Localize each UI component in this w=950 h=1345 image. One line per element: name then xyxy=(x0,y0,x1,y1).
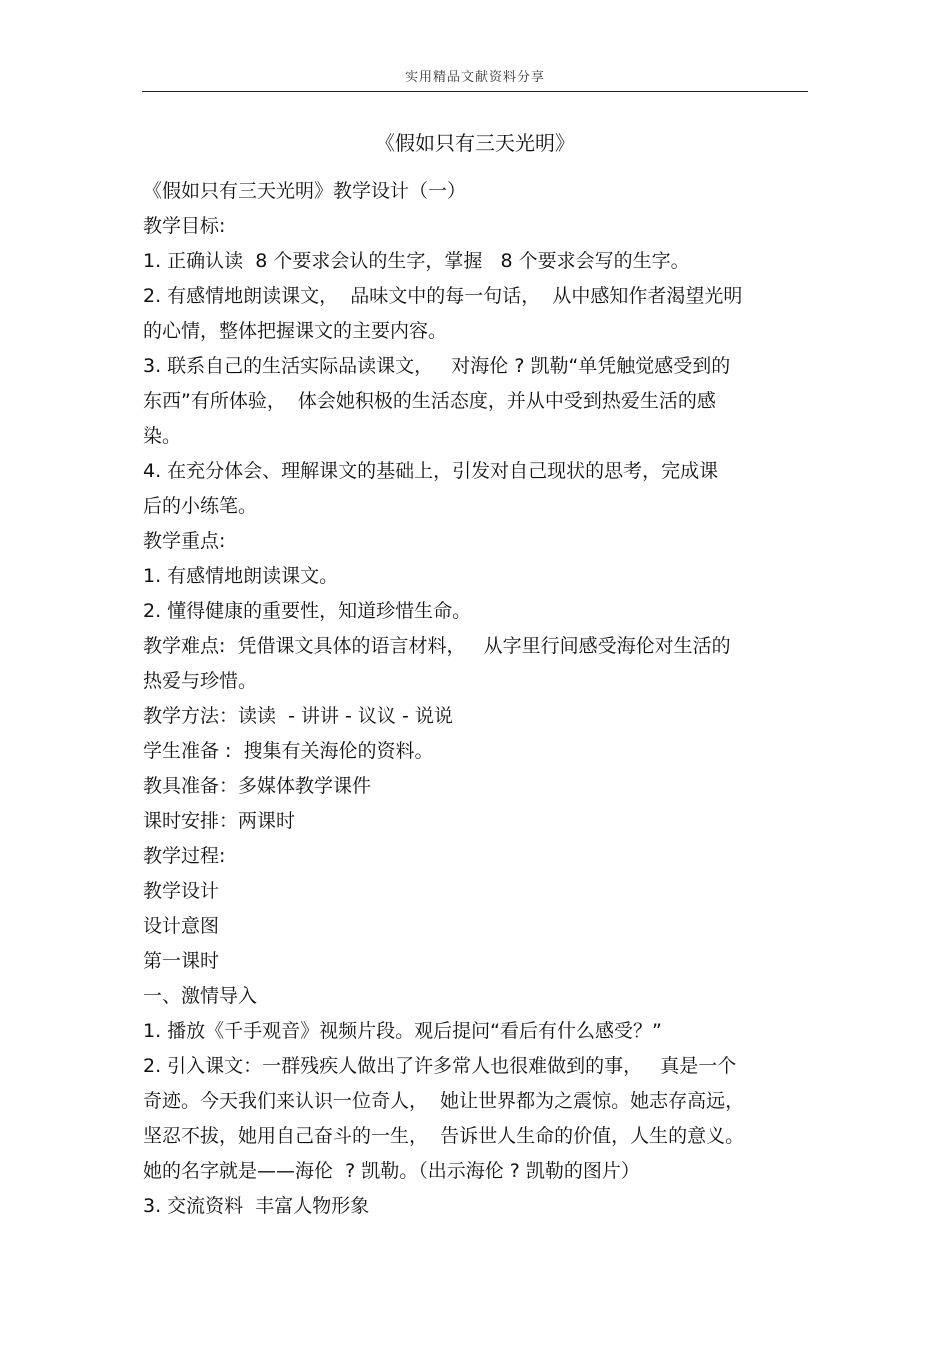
body-line: 东西”有所体验， 体会她积极的生活态度，并从中受到热爱生活的感 xyxy=(143,390,716,412)
body-line: 教学设计 xyxy=(143,880,220,902)
body-line: 一、激情导入 xyxy=(143,985,258,1007)
body-line: 教具准备：多媒体教学课件 xyxy=(143,775,372,797)
body-line: 2. 有感情地朗读课文， 品味文中的每一句话， 从中感知作者渴望光明 xyxy=(143,285,743,307)
page-header: 实用精品文献资料分享 xyxy=(404,70,545,85)
body-line: 1. 播放《千手观音》视频片段。观后提问“看后有什么感受？” xyxy=(143,1020,662,1042)
body-line: 2. 引入课文：一群残疾人做出了许多常人也很难做到的事， 真是一个 xyxy=(143,1055,737,1077)
body-line: 染。 xyxy=(143,425,182,447)
body-line: 热爱与珍惜。 xyxy=(143,670,258,692)
body-line: 3. 联系自己的生活实际品读课文， 对海伦 ? 凯勒“单凭触觉感受到的 xyxy=(143,355,731,377)
body-line: 的心情，整体把握课文的主要内容。 xyxy=(143,320,448,342)
body-line: 设计意图 xyxy=(143,915,220,937)
body-line: 教学重点: xyxy=(143,530,226,552)
body-line: 2. 懂得健康的重要性，知道珍惜生命。 xyxy=(143,600,472,622)
body-line: 学生准备 : 搜集有关海伦的资料。 xyxy=(143,740,434,762)
body-line: 3. 交流资料 丰富人物形象 xyxy=(143,1195,370,1217)
body-line: 奇迹。今天我们来认识一位奇人， 她让世界都为之震惊。她志存高远， xyxy=(143,1090,745,1112)
body-line: 教学过程: xyxy=(143,845,226,867)
body-line: 4. 在充分体会、理解课文的基础上，引发对自己现状的思考，完成课 xyxy=(143,460,719,482)
body-line: 教学方法：读读 - 讲讲 - 议议 - 说说 xyxy=(143,705,453,727)
body-line: 后的小练笔。 xyxy=(143,495,258,517)
body-line: 1. 正确认读 8 个要求会认的生字，掌握 8 个要求会写的生字。 xyxy=(143,250,690,272)
body-line: 她的名字就是——海伦 ? 凯勒。（出示海伦 ? 凯勒的图片） xyxy=(143,1160,640,1182)
document-body xyxy=(143,174,813,1224)
body-line: 课时安排：两课时 xyxy=(143,810,296,832)
body-line: 坚忍不拔，她用自己奋斗的一生， 告诉世人生命的价值，人生的意义。 xyxy=(143,1125,745,1147)
header-divider xyxy=(142,91,808,92)
body-line: 第一课时 xyxy=(143,950,220,972)
body-line: 1. 有感情地朗读课文。 xyxy=(143,565,339,587)
document-title: 《假如只有三天光明》 xyxy=(375,131,575,155)
body-line: 《假如只有三天光明》教学设计（一） xyxy=(143,180,467,202)
body-line: 教学目标: xyxy=(143,215,226,237)
body-line: 教学难点: 凭借课文具体的语言材料， 从字里行间感受海伦对生活的 xyxy=(143,635,731,657)
